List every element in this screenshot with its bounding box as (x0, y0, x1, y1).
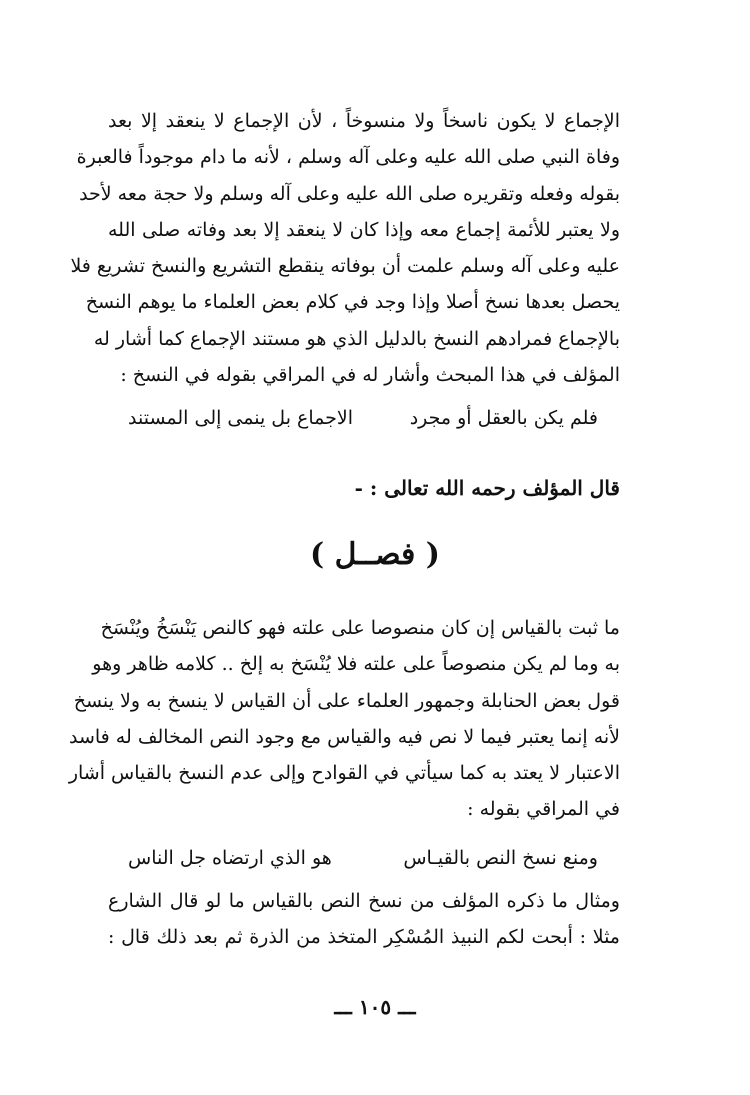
section-title: ( فصــل ) (310, 537, 440, 572)
text-line: الإجماع لا يكون ناسخاً ولا منسوخاً ، لأن الإجماع لا ينعقد إلا بعد (108, 110, 620, 132)
text-line: به وما لم يكن منصوصاً على علته فلا يُنْسَخ به إلخ .. كلامه ظاهر وهو (92, 653, 620, 676)
paragraph-qiyas (68, 610, 620, 828)
text-line: بقوله وفعله وتقريره صلى الله عليه وعلى آله وسلم ولا حجة معه لأحد (79, 182, 620, 205)
text-line: بالإجماع فمرادهم النسخ بالدليل الذي هو مستند الإجماع كما أشار له (93, 327, 620, 350)
paragraph-ijma (70, 103, 620, 393)
verse-second-half: الاجماع بل ينمى إلى المستند (128, 407, 353, 429)
text-line: يحصل بعدها نسخ أصلا وإذا وجد في كلام بعض العلماء ما يوهم النسخ (85, 291, 620, 314)
verse-qiyas (128, 840, 598, 876)
text-line: قول بعض الحنابلة وجمهور العلماء على أن القياس لا ينسخ به ولا ينسخ (73, 689, 620, 712)
text-line: ما ثبت بالقياس إن كان منصوصا على علته فهو كالنص يَنْسَخُ ويُنْسَخ (100, 617, 620, 639)
text-line: ومثال ما ذكره المؤلف من نسخ النص بالقياس ما لو قال الشارع (108, 890, 620, 912)
text-line: الاعتبار لا يعتد به كما سيأتي في القوادح وإلى عدم النسخ بالقياس أشار (68, 762, 620, 785)
verse-second-half: هو الذي ارتضاه جل الناس (128, 847, 332, 869)
verse-first-half: ومنع نسخ النص بالقيـاس (403, 847, 598, 869)
text-line: لأنه إنما يعتبر فيما لا نص فيه والقياس مع وجود النص المخالف له فاسد (69, 725, 620, 748)
text-line: ولا يعتبر للأئمة إجماع معه وإذا كان لا ينعقد إلا بعد وفاته صلى الله (108, 218, 620, 241)
text-line: في المراقي بقوله : (467, 798, 620, 821)
text-line: عليه وعلى آله وسلم علمت أن بوفاته ينقطع التشريع والنسخ تشريع فلا (70, 255, 620, 278)
verse-naskh (128, 400, 598, 436)
text-line: وفاة النبي صلى الله عليه وعلى آله وسلم ، لأنه ما دام موجوداً فالعبرة (76, 146, 620, 169)
verse-first-half: فلم يكن بالعقل أو مجرد (409, 407, 598, 429)
page-number: ـــ ١٠٥ ـــ (334, 995, 416, 1019)
text-line: المؤلف في هذا المبحث وأشار له في المراقي بقوله في النسخ : (120, 364, 620, 387)
paragraph-example (108, 883, 620, 956)
author-heading: قال المؤلف رحمه الله تعالى : - (354, 476, 620, 500)
text-line: مثلا : أبحت لكم النبيذ المُسْكِر المتخذ من الذرة ثم بعد ذلك قال : (108, 926, 620, 949)
